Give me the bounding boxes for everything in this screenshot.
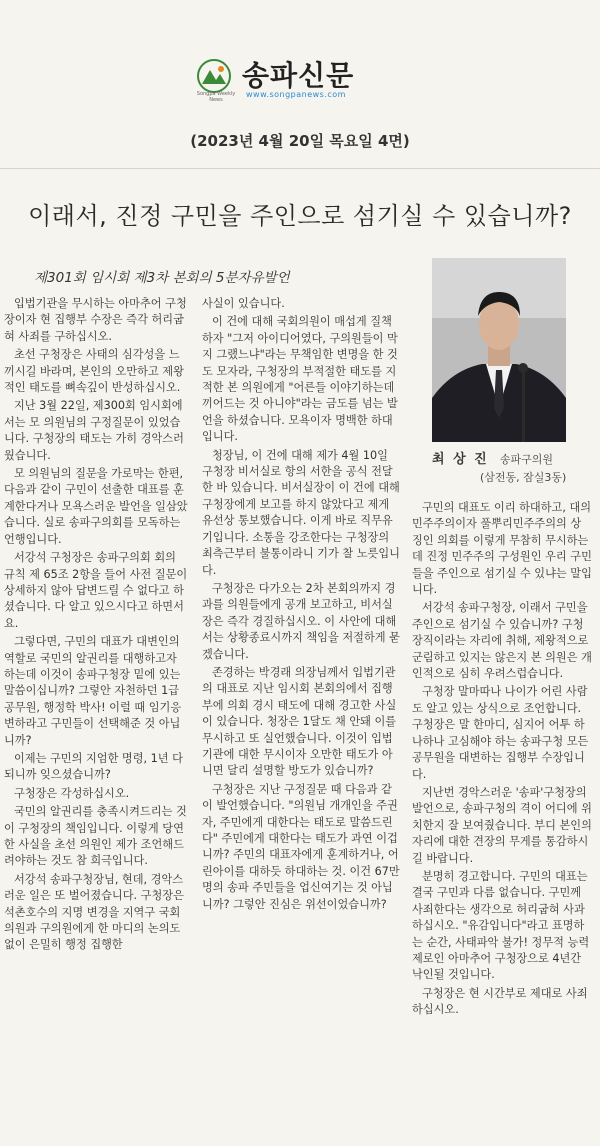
paragraph: 지난번 경악스러운 '송파'구청장의 발언으로, 송파구청의 격이 어디에 위치한지 잘 보여줬습니다. 부디 본인의 자리에 대한 견장의 무게를 통감하시길 바랍니다.: [412, 785, 592, 865]
author-role: 송파구의원: [499, 453, 553, 466]
paragraph: 사실이 있습니다.: [202, 297, 285, 310]
paragraph: 구청장 말마따나 나이가 어린 사람도 알고 있는 상식으로 조언합니다. 구청장은 말 한마디, 심지어 어투 하나하나 고심해야 하는 송파구청 모든 공무원을 대변하는 집행부 수장입니다.: [412, 685, 589, 781]
paragraph: 입법기관을 무시하는 아마추어 구청장이자 현 집행부 수장은 즉각 허리굽혀 사죄를 구하십시오.: [4, 297, 187, 343]
author-photo: [432, 258, 566, 442]
paragraph: 구청장은 각성하십시오.: [14, 786, 130, 800]
paragraph: 지난 3월 22일, 제300회 임시회에서는 모 의원님의 구정질문이 있었습니다. 구청장의 태도는 가히 경악스러웠습니다.: [4, 399, 184, 462]
dateline: (2023년 4월 20일 목요일 4면): [190, 132, 410, 150]
paragraph: 분명히 경고합니다. 구민의 대표는 결국 구민과 다름 없습니다. 구민께 사죄한다는 생각으로 허리굽혀 사과하십시오. "유감입니다"라고 표명하는 순간, 사태파악 불가! 정무적 능력 제로인 아마추어 구청장으로 4년간 낙인될 것입니다.: [412, 869, 590, 982]
paragraph: 서강석 송파구청장, 이래서 구민을 주인으로 섬기실 수 있습니까? 구청장직이라는 자리에 취해, 제왕적으로 군림하고 있지는 않은지 본 의원은 개인적으로 심히 우려스럽습니다.: [412, 601, 592, 681]
byline: [432, 448, 582, 485]
author-district: (삼전동, 잠실3동): [480, 471, 567, 484]
paragraph: 존경하는 박경래 의장님께서 입법기관의 대표로 지난 임시회 본회의에서 집행부에 의회 경시 태도에 대해 경고한 사실이 있습니다. 청장은 1달도 채 안돼 이를 무시하고 또 실언했습니다. 이것이 입법기관에 대한 무시이자 오만한 태도가 아니면 달리 설명할 방도가 있습니까?: [202, 665, 397, 778]
paper-name: 송파신문: [242, 59, 355, 92]
headline: 이래서, 진정 구민을 주인으로 섬기실 수 있습니까?: [28, 202, 572, 230]
paragraph: 서강석 송파구청장님, 현데, 경악스러운 일은 또 벌어졌습니다. 구청장은 석촌호수의 지명 변경을 지역구 국회의원과 구의원에게 한 마디의 논의도 없이 은밀히 행정 집행한: [4, 872, 184, 952]
subtitle: 제301회 임시회 제3차 본회의 5분자유발언: [34, 270, 290, 286]
body-column-2: [202, 296, 400, 915]
paper-url: www.songpanews.com: [246, 90, 346, 99]
paragraph: 구청장은 현 시간부로 제대로 사죄하십시오.: [412, 986, 588, 1017]
paragraph: 구민의 대표도 이리 하대하고, 대의민주주의이자 풀뿌리민주주의의 상징인 의회를 이렇게 무참히 무시하는데 진정 민주주의 구성원인 우리 구민들을 주인으로 섬기실 수 있냐는 말입니다.: [412, 501, 592, 597]
body-column-1: [4, 296, 190, 956]
masthead: [196, 54, 396, 102]
paragraph: 국민의 알권리를 충족시켜드리는 것이 구청장의 책임입니다. 이렇게 당연한 사실을 초선 의원인 제가 조언해드려야하는 것도 참 희극입니다.: [4, 805, 187, 868]
paragraph: 초선 구청장은 사태의 심각성을 느끼시길 바라며, 본인의 오만하고 제왕적인 태도를 뼈속깊이 반성하십시오.: [4, 348, 184, 395]
paragraph: 구청장은 다가오는 2차 본회의까지 경과를 의원들에게 공개 보고하고, 비서실장은 즉각 경질하십시오. 이 사안에 대해서는 상황종료시까지 책임을 저절하게 묻겠습니다.: [202, 581, 400, 661]
paragraph: 이제는 구민의 지엄한 명령, 1년 다 되니까 잊으셨습니까?: [4, 751, 183, 782]
paragraph: 서강석 구청장은 송파구의회 회의 규칙 제 65조 2항을 들어 사전 질문이 상세하지 않아 답변드릴 수 없다고 하셨습니다. 다 알고 있으시다고 하면서요.: [4, 551, 188, 630]
paragraph: 이 건에 대해 국회의원이 매섭게 질책하자 "그저 아이디어였다, 구의원들이 막지 그랬느냐"라는 무책임한 변명을 한 것도 모자라, 구청장의 부적절한 태도를 지적한 본 의원에게 "어른들 이야기하는데 끼어드는 것 아니야"라는 금도를 넘는 발언을 하셨습니다. 모욕이자 명백한 하대입니다.: [202, 315, 398, 444]
paragraph: 모 의원님의 질문을 가로막는 한편, 다음과 같이 구민이 선출한 대표를 훈계한다거나 모욕스러운 발언을 일삼았습니다. 실로 송파구의회를 모독하는 언행입니다.: [4, 467, 188, 546]
divider: [0, 168, 600, 169]
body-column-3: [412, 500, 592, 1021]
paragraph: 그렇다면, 구민의 대표가 대변인의 역할로 국민의 알권리를 대행하고자 하는데 이것이 송파구청장 밑에 있는 말씀이십니까? 그렇안 자천하던 1급 공무원, 행정학 박사! 이럴 때 임기응변하라고 구민들이 선택해준 것 아닙니까?: [4, 635, 182, 747]
newspaper-logo-icon: [196, 58, 232, 94]
author-portrait-icon: [432, 258, 566, 442]
author-name: 최 상 진: [432, 452, 489, 467]
paragraph: 구청장은 지난 구정질문 때 다음과 같이 발언했습니다. "의원님 개개인을 주권자, 주민에게 대한다는 태도로 말씀드린다" 주민에게 대한다는 태도가 과연 이겁니까? 주민의 대표자에게 훈계하거나, 어린아이를 대하듯 하대하는 것. 이건 67만명의 송파 주민들을 업신여기는 것 아닙니까? 그렇안 진심은 위선이었습니까?: [202, 782, 400, 911]
logo-tagline: Songpa Weekly News: [196, 91, 236, 103]
paragraph: 청장님, 이 건에 대해 제가 4월 10일 구청장 비서실로 항의 서한을 공식 전달한 바 있습니다. 비서실장이 이 건에 대해 구청장에게 보고를 하지 않았다고 제게 유선상 통보했습니다. 이게 바로 직무유기입니다. 소통을 강조한다는 구청장의 최측근부터 불통이라니 기가 찰 노릇입니다.: [202, 448, 400, 577]
